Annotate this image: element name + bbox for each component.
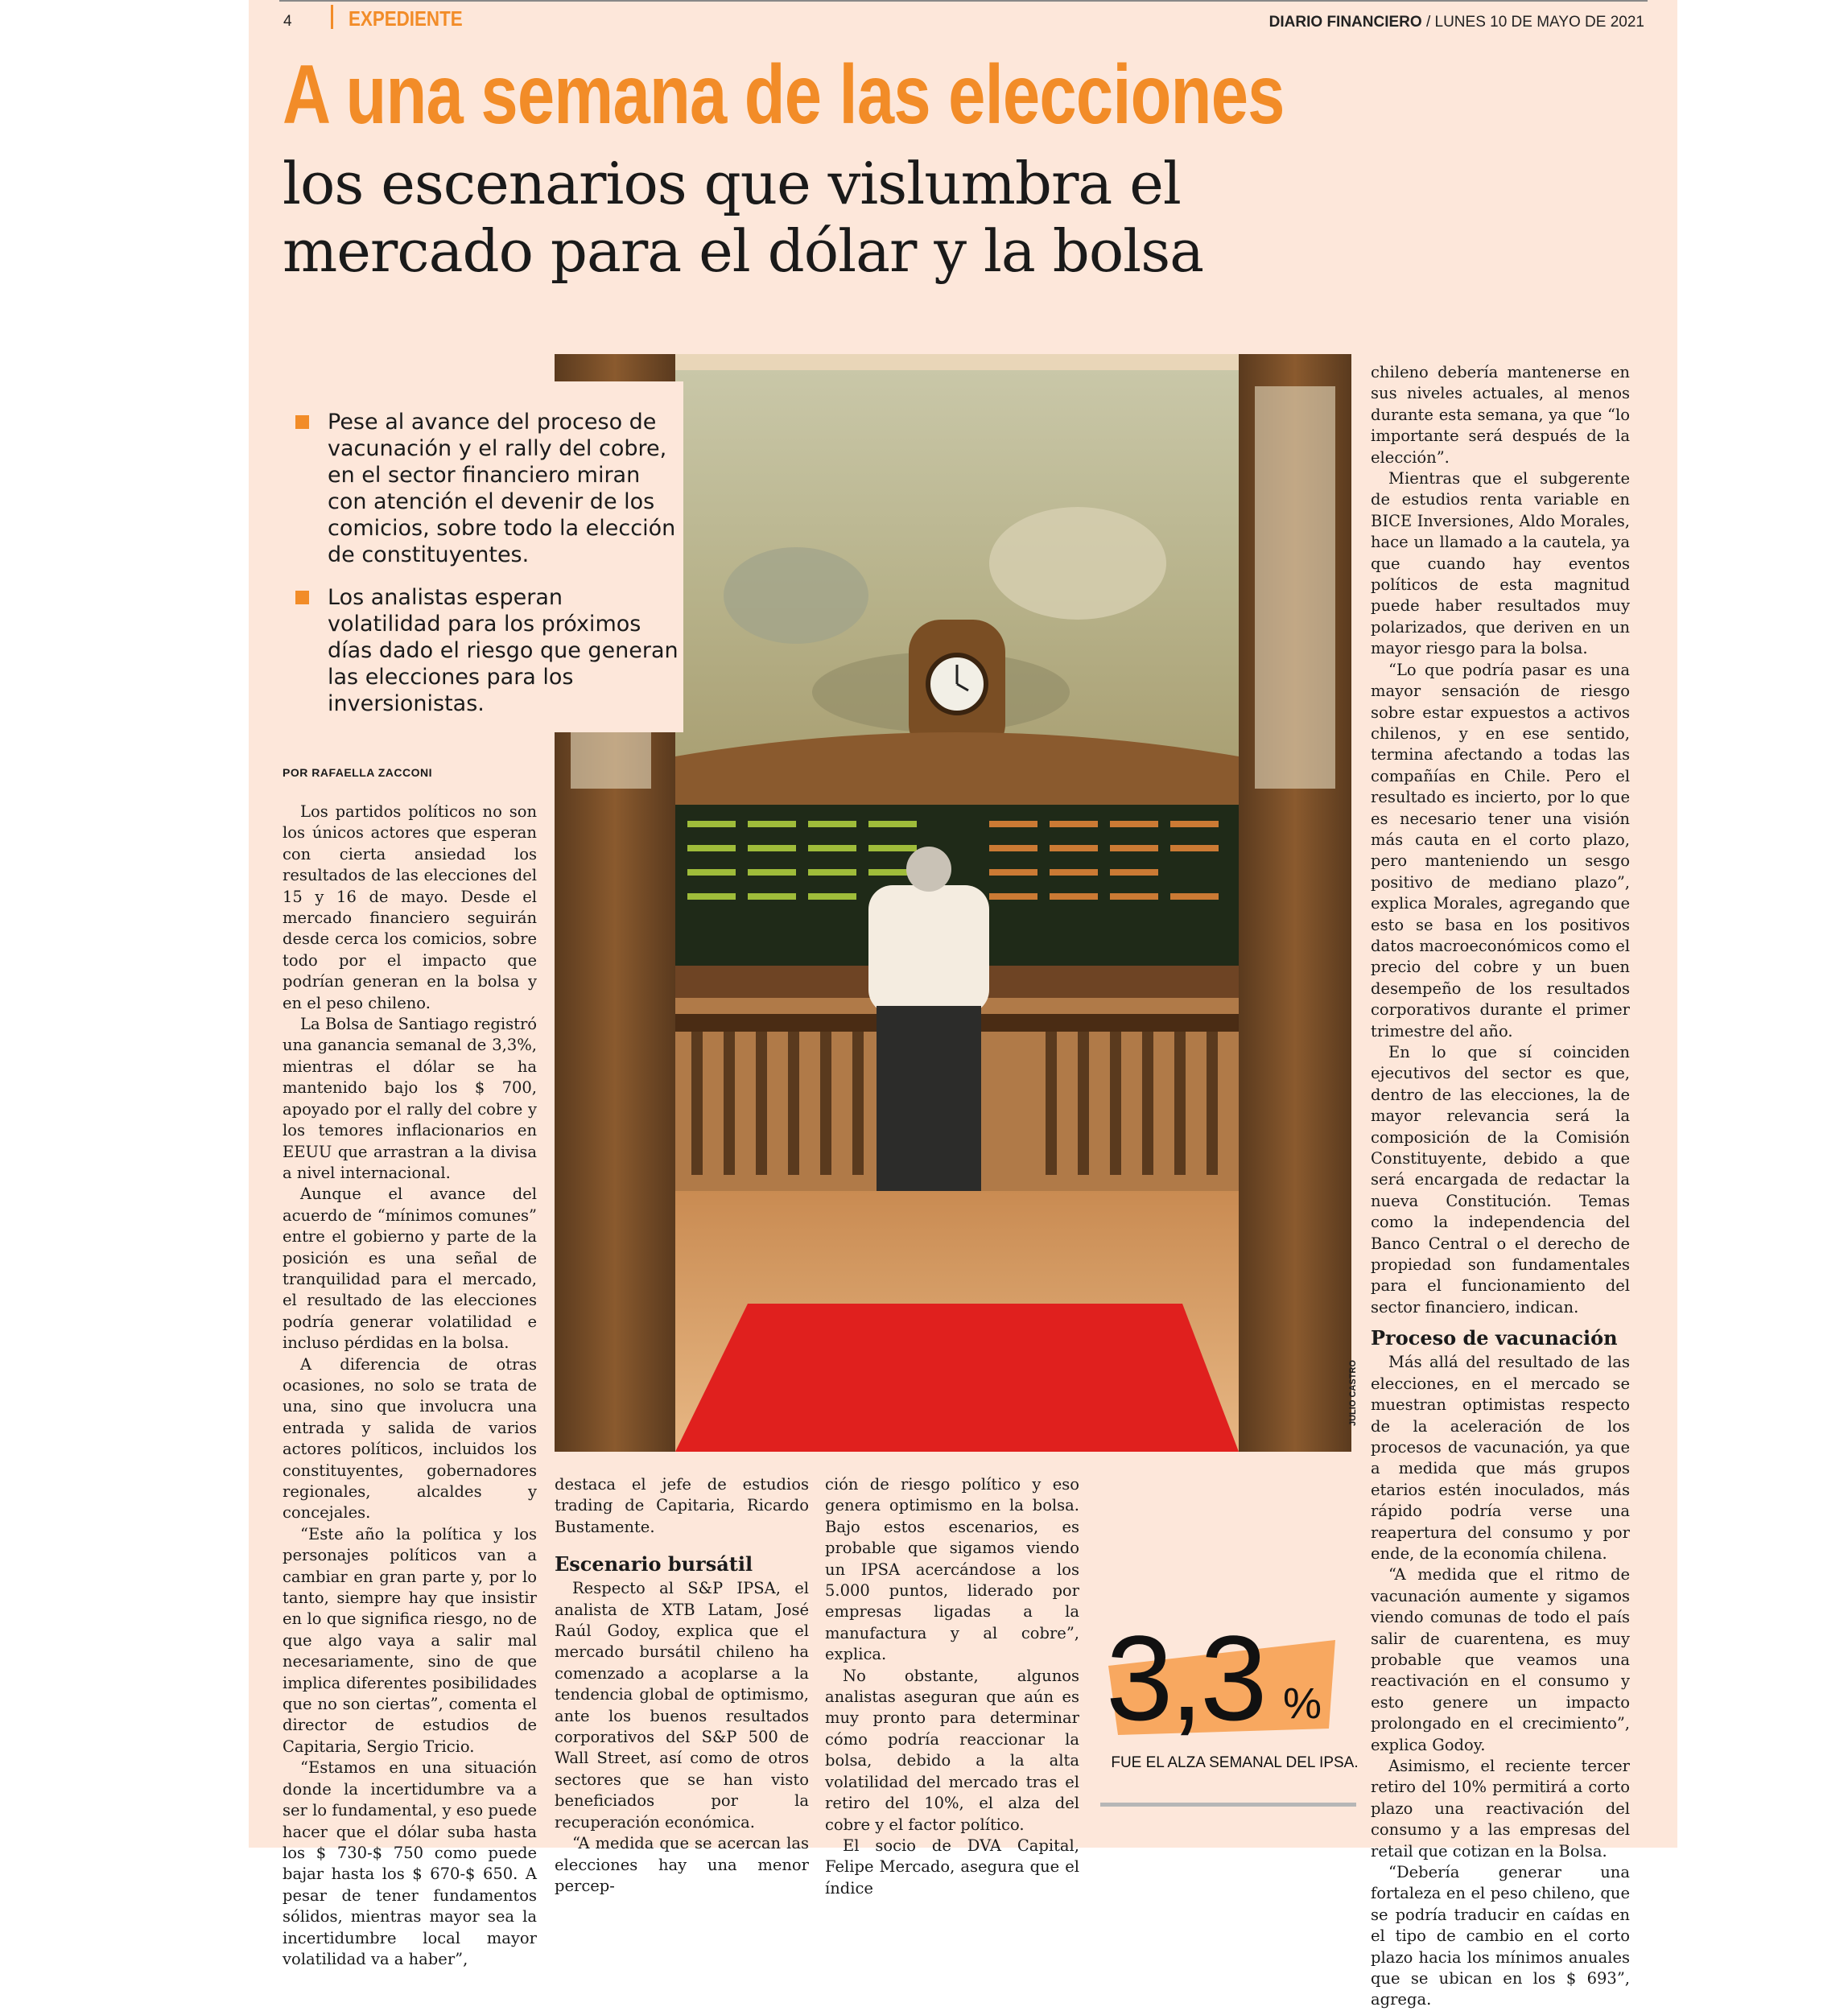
masthead-line [1269,14,1644,31]
newspaper-name: DIARIO FINANCIERO [1268,14,1422,31]
body-column-3 [825,1474,1079,1898]
byline: POR RAFAELLA ZACCONI [283,766,433,779]
paragraph: “Este año la política y los personajes políticos van a cambiar en gran parte y, por lo tanto, siempre hay que insistir en lo que significa riesgo, no de que algo vaya a salir mal necesariamente, sino de que implica diferentes posibilidades que no son ciertas”, comenta el director de estudios de Capitaria, Sergio Tricio. [283,1524,537,1756]
stat-caption: FUE EL ALZA SEMANAL DEL IPSA. [1111,1754,1359,1771]
paragraph: No obstante, algunos analistas aseguran que aún es muy pronto para determinar cómo podría reaccionar la bolsa, debido a la alta volatilidad del mercado tras el retiro del 10%, el alza del cobre y el factor político. [825,1666,1079,1834]
body-column-1 [283,802,537,1968]
summary-bullet [295,409,682,568]
body-column-4 [1371,362,1630,2009]
bullet-square-icon [295,591,309,604]
paragraph: Asimismo, el reciente tercer retiro del 10% permitirá a corto plazo una reactivación del consumo y a las empresas del retail que cotizan en la Bolsa. [1371,1757,1630,1861]
summary-bullet-text: Los analistas esperan volatilidad para los próximos días dado el riesgo que generan las elecciones para los inversionistas. [328,585,679,716]
subheading: Proceso de vacunación [1371,1326,1618,1350]
paragraph: destaca el jefe de estudios trading de Capitaria, Ricardo Bustamente. [555,1475,809,1536]
section-divider [331,5,333,29]
paragraph: En lo que sí coinciden ejecutivos del sector es que, dentro de las elecciones, la de mayor relevancia será la composición de la Comisión Constituyente, debido a que será encargada de redactar la nueva Constitución. Temas como la independencia del Banco Central o el derecho de propiedad son fundamentales para el funcionamiento del sector financiero, indican. [1371,1043,1630,1317]
paragraph: “Lo que podría pasar es una mayor sensación de riesgo sobre estar expuestos a activos chilenos, y en ese sentido, termina afectando a todas las compañías en Chile. Pero el resultado es incierto, por lo que es necesario tener una visión más cauta en el corto plazo, pero manteniendo un sesgo positivo de mediano plazo”, explica Morales, agregando que esto se basa en los positivos datos macroeconómicos como el precio del cobre y un buen desempeño de los resultados corporativos durante el primer trimestre del año. [1371,660,1630,1041]
summary-bullet [295,584,682,717]
stat-number: 3,3 [1106,1610,1264,1745]
paragraph: Más allá del resultado de las elecciones, en el mercado se muestran optimistas respecto de la aceleración de los procesos de vacunación, ya que a medida que más grupos etarios estén inoculados, más rápido podría verse una reapertura del consumo y por ende, de la economía chilena. [1371,1353,1630,1563]
summary-bullet-text: Pese al avance del proceso de vacunación y el rally del cobre, en el sector financiero miran con atención el devenir de los comicios, sobre todo la elección de constituyentes. [328,410,676,567]
summary-box [273,381,683,732]
paragraph: Mientras que el subgerente de estudios renta variable en BICE Inversiones, Aldo Morales, hace un llamado a la cautela, ya que cuando hay eventos políticos de esta magnitud puede haber resultados muy polarizados, que deriven en un mayor riesgo para la bolsa. [1371,469,1630,658]
paragraph: “Estamos en una situación donde la incertidumbre va a ser lo fundamental, y eso puede hacer que el dólar suba hasta los $ 730-$ 750 como puede bajar hasta los $ 670-$ 650. A pesar de tener fundamentos sólidos, mientras mayor sea la incertidumbre local mayor volatilidad va a haber”, [283,1758,537,1968]
paragraph: chileno debería mantenerse en sus niveles actuales, al menos durante esta semana, ya que “lo importante será después de la elección”. [1371,363,1630,467]
top-rule [279,0,1648,2]
subheading: Escenario bursátil [555,1552,753,1576]
paragraph: Aunque el avance del acuerdo de “mínimos comunes” entre el gobierno y parte de la posición es una señal de tranquilidad para el mercado, el resultado de las elecciones podría generar volatilidad e incluso pérdidas en la bolsa. [283,1185,537,1353]
headline: los escenarios que vislumbra el mercado para el dólar y la bolsa [283,150,1204,285]
section-name: EXPEDIENTE [349,6,463,31]
paragraph: “A medida que el ritmo de vacunación aumente y sigamos viendo comunas de todo el país salir de cuarentena, es muy probable que veamos una reactivación en el consumo y esto genere un impacto prolongado en el crecimiento”, explica Godoy. [1371,1565,1630,1754]
paragraph: Respecto al S&P IPSA, el analista de XTB Latam, José Raúl Godoy, explica que el mercado bursátil chileno ha comenzado a acoplarse a la tendencia global de optimismo, ante los buenos resultados corporativos del S&P 500 de Wall Street, así como de otros sectores que se han visto beneficiados por la recuperación económica. [555,1579,809,1832]
stat-percent-sign: % [1283,1679,1322,1728]
page-number: 4 [283,13,292,30]
newspaper-page [249,0,1677,2009]
paragraph: ción de riesgo político y eso genera optimismo en la bolsa. Bajo estos escenarios, es probable que sigamos viendo un IPSA acercándose a los 5.000 puntos, liderado por empresas ligadas a la manufactura y al cobre”, explica. [825,1475,1079,1664]
paragraph: A diferencia de otras ocasiones, no solo se trata de una, sino que involucra una entrada y salida de varios actores políticos, incluidos los constituyentes, gobernadores regionales, alcaldes y concejales. [283,1354,537,1523]
issue-date: / LUNES 10 DE MAYO DE 2021 [1421,14,1644,31]
bullet-square-icon [295,415,309,429]
paragraph: La Bolsa de Santiago registró una ganancia semanal de 3,3%, mientras el dólar se ha mantenido bajo los $ 700, apoyado por el rally del cobre y los temores inflacionarios en EEUU que arrastran a la divisa a nivel internacional. [283,1015,537,1182]
stat-rule [1100,1803,1356,1807]
body-column-2 [555,1474,809,1895]
paragraph: “A medida que se acercan las elecciones hay una menor percep- [555,1834,809,1895]
paragraph: El socio de DVA Capital, Felipe Mercado, asegura que el índice [825,1836,1079,1898]
photo-credit: JULIO CASTRO [1348,1360,1358,1426]
paragraph: Los partidos políticos no son los únicos actores que esperan con cierta ansiedad los resultados de las elecciones del 15 y 16 de mayo. Desde el mercado financiero seguirán desde cerca los comicios, sobre todo por el impacto que podrían generan en la bolsa y en el peso chileno. [283,802,537,1012]
paragraph: “Debería generar una fortaleza en el peso chileno, que se podría traducir en caídas en el tipo de cambio en el corto plazo hacia los mínimos anuales que se ubican en los $ 693”, agrega. [1371,1863,1630,2009]
headline-kicker: A una semana de las elecciones [283,48,1285,142]
